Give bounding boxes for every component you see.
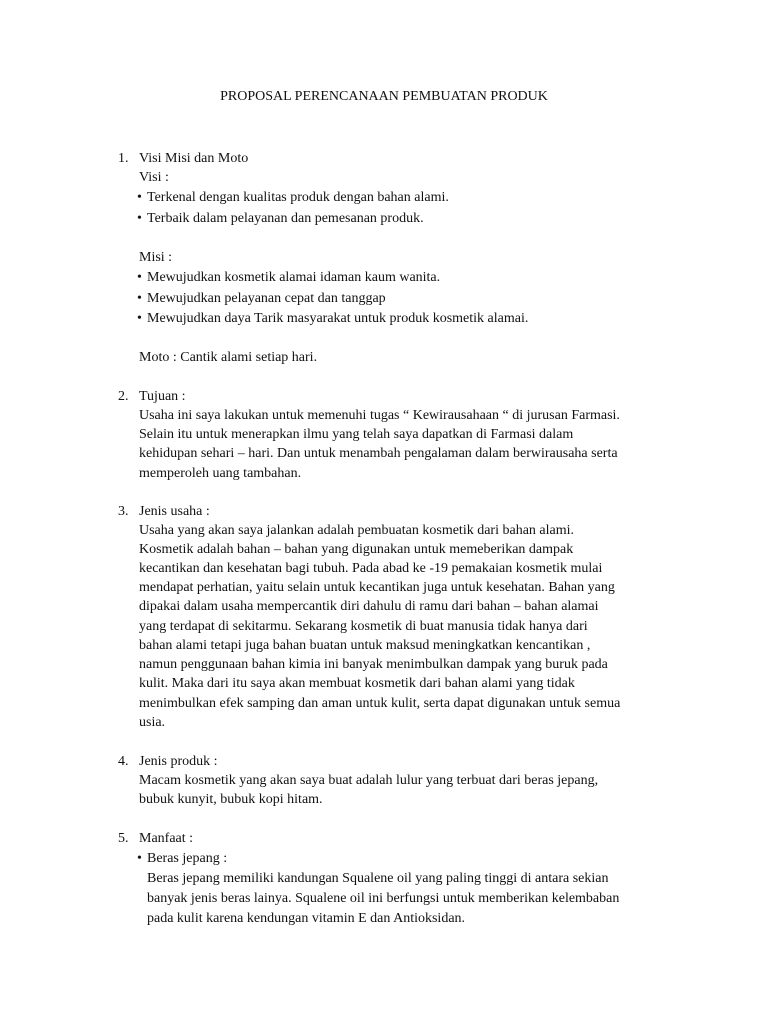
- section-1-heading: Visi Misi dan Moto: [139, 151, 249, 166]
- section-5-number: 5.: [118, 831, 129, 846]
- paragraph-line: bubuk kunyit, bubuk kopi hitam.: [139, 792, 323, 807]
- paragraph-line: mendapat perhatian, yaitu selain untuk kecantikan juga untuk kesehatan. Bahan yang: [139, 580, 615, 595]
- manfaat-item: • Beras jepang :: [137, 851, 228, 866]
- paragraph-line: namun penggunaan bahan kimia ini banyak menimbulkan dampak yang buruk pada: [139, 657, 608, 672]
- paragraph-line: Selain itu untuk menerapkan ilmu yang telah saya dapatkan di Farmasi dalam: [139, 427, 574, 442]
- section-2-number: 2.: [118, 389, 129, 404]
- bullet-icon: •: [137, 851, 142, 866]
- paragraph-line: kecantikan dan kesehatan bagi tubuh. Pada abad ke -19 pemakaian kosmetik mulai: [139, 561, 603, 576]
- visi-item: • Terkenal dengan kualitas produk dengan bahan alami.: [137, 190, 449, 205]
- paragraph-line: pada kulit karena kendungan vitamin E dan Antioksidan.: [147, 911, 466, 926]
- visi-item: • Terbaik dalam pelayanan dan pemesanan produk.: [137, 211, 424, 226]
- paragraph-line: usia.: [139, 715, 166, 730]
- paragraph-line: kulit. Maka dari itu saya akan membuat kosmetik dari bahan alami yang tidak: [139, 676, 575, 691]
- misi-item: • Mewujudkan kosmetik alamai idaman kaum wanita.: [137, 270, 441, 285]
- paragraph-line: Usaha yang akan saya jalankan adalah pembuatan kosmetik dari bahan alami.: [139, 523, 574, 538]
- bullet-icon: •: [137, 190, 142, 205]
- paragraph-line: Beras jepang memiliki kandungan Squalene oil yang paling tinggi di antara sekian: [147, 871, 609, 886]
- moto-line: Moto : Cantik alami setiap hari.: [139, 350, 318, 365]
- paragraph-line: memperoleh uang tambahan.: [139, 466, 302, 481]
- section-1-number: 1.: [118, 151, 129, 166]
- section-3-number: 3.: [118, 504, 129, 519]
- misi-item: • Mewujudkan daya Tarik masyarakat untuk produk kosmetik alamai.: [137, 311, 529, 326]
- misi-label: Misi :: [139, 250, 173, 265]
- bullet-icon: •: [137, 211, 142, 226]
- paragraph-line: Macam kosmetik yang akan saya buat adalah lulur yang terbuat dari beras jepang,: [139, 773, 599, 788]
- paragraph-line: menimbulkan efek samping dan aman untuk kulit, serta dapat digunakan untuk semua: [139, 696, 621, 711]
- paragraph-line: dipakai dalam usaha mempercantik diri dahulu di ramu dari bahan – bahan alamai: [139, 599, 599, 614]
- paragraph-line: kehidupan sehari – hari. Dan untuk menambah pengalaman dalam berwirausaha serta: [139, 446, 618, 461]
- paragraph-line: Usaha ini saya lakukan untuk memenuhi tugas “ Kewirausahaan “ di jurusan Farmasi.: [139, 408, 620, 423]
- visi-label: Visi :: [139, 170, 169, 185]
- paragraph-line: bahan alami tetapi juga bahan buatan untuk maksud meningkatkan kencantikan ,: [139, 638, 591, 653]
- bullet-icon: •: [137, 270, 142, 285]
- section-4-heading: Jenis produk :: [139, 754, 218, 769]
- paragraph-line: yang terdapat di sekitarmu. Sekarang kosmetik di buat manusia tidak hanya dari: [139, 619, 588, 634]
- bullet-icon: •: [137, 291, 142, 306]
- section-5-heading: Manfaat :: [139, 831, 194, 846]
- document-title: PROPOSAL PERENCANAAN PEMBUATAN PRODUK: [220, 89, 548, 104]
- section-2-heading: Tujuan :: [139, 389, 186, 404]
- section-3-heading: Jenis usaha :: [139, 504, 210, 519]
- bullet-icon: •: [137, 311, 142, 326]
- section-4-number: 4.: [118, 754, 129, 769]
- paragraph-line: banyak jenis beras lainya. Squalene oil ini berfungsi untuk memberikan kelembaban: [147, 891, 620, 906]
- paragraph-line: Kosmetik adalah bahan – bahan yang digunakan untuk memeberikan dampak: [139, 542, 574, 557]
- misi-item: • Mewujudkan pelayanan cepat dan tanggap: [137, 291, 386, 306]
